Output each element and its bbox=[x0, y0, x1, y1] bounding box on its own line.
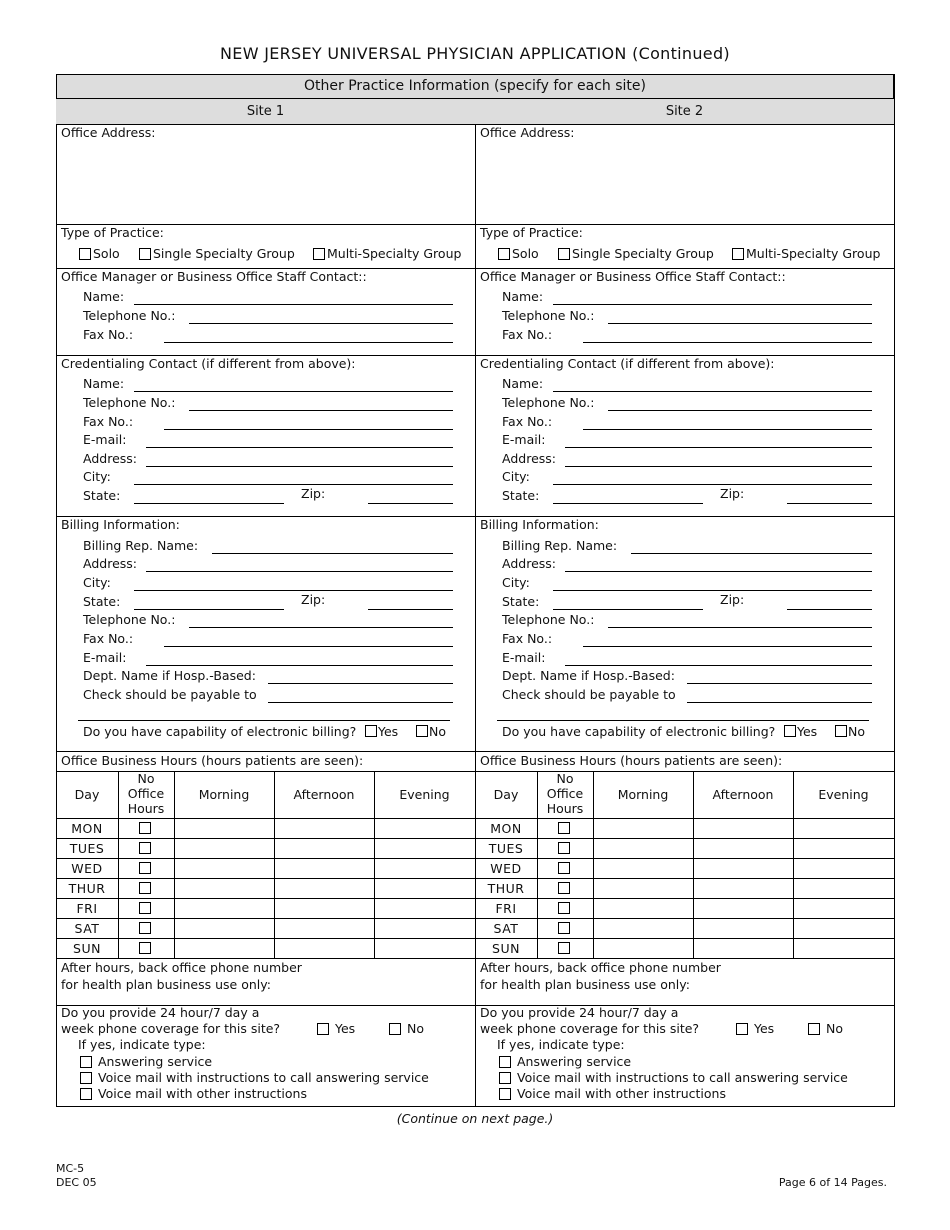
evening-hours-cell[interactable] bbox=[375, 939, 474, 957]
section-divider bbox=[56, 224, 895, 225]
billing-field-label: Dept. Name if Hosp.-Based: bbox=[502, 668, 675, 683]
electronic-billing-yes-checkbox[interactable] bbox=[784, 725, 796, 737]
credentialing-field-input[interactable] bbox=[189, 410, 453, 411]
billing-field-input[interactable] bbox=[268, 683, 453, 684]
no-office-hours-checkbox[interactable] bbox=[558, 922, 570, 934]
billing-field-label: Check should be payable to bbox=[502, 687, 676, 702]
electronic-billing-no-checkbox[interactable] bbox=[835, 725, 847, 737]
site-header: Site 2 bbox=[475, 99, 894, 124]
billing-field-label: Telephone No.: bbox=[502, 612, 595, 627]
credentialing-field-label: Address: bbox=[83, 451, 137, 466]
billing-field-input[interactable] bbox=[189, 627, 453, 628]
coverage-no-checkbox[interactable] bbox=[808, 1023, 820, 1035]
credentialing-field-label: State: bbox=[83, 488, 121, 503]
billing-field-input[interactable] bbox=[268, 702, 453, 703]
credentialing-field-input[interactable] bbox=[134, 503, 284, 504]
coverage-type-checkbox[interactable] bbox=[80, 1056, 92, 1068]
morning-hours-cell[interactable] bbox=[175, 819, 273, 837]
hours-day-label: TUES bbox=[69, 841, 105, 856]
morning-hours-cell[interactable] bbox=[594, 919, 692, 937]
office-address-field[interactable] bbox=[58, 144, 473, 220]
office-address-label: Office Address: bbox=[61, 125, 156, 140]
no-office-hours-checkbox[interactable] bbox=[139, 922, 151, 934]
credentialing-label: Credentialing Contact (if different from above): bbox=[480, 356, 775, 371]
hours-header-no-office-hours: No Office Hours bbox=[546, 771, 584, 816]
office-manager-field-label: Name: bbox=[502, 289, 544, 304]
afternoon-hours-cell[interactable] bbox=[275, 879, 373, 897]
billing-field-input[interactable] bbox=[583, 646, 872, 647]
billing-field-input[interactable] bbox=[553, 609, 703, 610]
office-manager-field-input[interactable] bbox=[189, 323, 453, 324]
credentialing-field-input[interactable] bbox=[565, 447, 872, 448]
billing-field-input[interactable] bbox=[687, 683, 872, 684]
hours-day-label: WED bbox=[71, 861, 103, 876]
no-office-hours-checkbox[interactable] bbox=[139, 902, 151, 914]
office-manager-field-input[interactable] bbox=[583, 342, 872, 343]
morning-hours-cell[interactable] bbox=[175, 839, 273, 857]
practice-solo-checkbox[interactable] bbox=[498, 248, 510, 260]
billing-field-input[interactable] bbox=[164, 646, 453, 647]
office-manager-field-label: Telephone No.: bbox=[83, 308, 176, 323]
no-office-hours-checkbox[interactable] bbox=[139, 862, 151, 874]
billing-label: Billing Information: bbox=[61, 517, 180, 532]
coverage-type-label: Voice mail with instructions to call answering service bbox=[517, 1070, 848, 1085]
billing-field-label: City: bbox=[502, 575, 530, 590]
credentialing-zip-input[interactable] bbox=[787, 503, 872, 504]
credentialing-field-label: State: bbox=[502, 488, 540, 503]
billing-field-label: State: bbox=[83, 594, 121, 609]
billing-field-label: Billing Rep. Name: bbox=[502, 538, 618, 553]
credentialing-zip-input[interactable] bbox=[368, 503, 453, 504]
billing-field-label: City: bbox=[83, 575, 111, 590]
hours-day-label: SAT bbox=[493, 921, 519, 936]
hours-day-label: WED bbox=[490, 861, 522, 876]
credentialing-field-input[interactable] bbox=[583, 429, 872, 430]
coverage-if-yes-label: If yes, indicate type: bbox=[497, 1037, 625, 1052]
billing-field-label: Address: bbox=[83, 556, 137, 571]
hours-header-cell: Day bbox=[493, 787, 519, 802]
office-manager-field-input[interactable] bbox=[553, 304, 872, 305]
billing-field-input[interactable] bbox=[565, 665, 872, 666]
section-divider bbox=[56, 516, 895, 517]
evening-hours-cell[interactable] bbox=[375, 919, 474, 937]
continue-note: (Continue on next page.) bbox=[396, 1111, 554, 1126]
morning-hours-cell[interactable] bbox=[594, 899, 692, 917]
morning-hours-cell[interactable] bbox=[175, 859, 273, 877]
credentialing-field-label: Name: bbox=[502, 376, 544, 391]
credentialing-field-input[interactable] bbox=[146, 447, 453, 448]
credentialing-field-input[interactable] bbox=[553, 391, 872, 392]
afternoon-hours-cell[interactable] bbox=[275, 919, 373, 937]
billing-field-input[interactable] bbox=[608, 627, 872, 628]
office-hours-label: Office Business Hours (hours patients are seen): bbox=[61, 753, 364, 768]
coverage-no-label: No bbox=[407, 1021, 424, 1036]
hours-day-label: MON bbox=[490, 821, 522, 836]
frame-bottom bbox=[56, 1106, 895, 1107]
afternoon-hours-cell[interactable] bbox=[694, 919, 792, 937]
practice-single-specialty-group-label: Single Specialty Group bbox=[153, 246, 295, 261]
credentialing-zip-label: Zip: bbox=[720, 486, 745, 501]
billing-field-input[interactable] bbox=[687, 702, 872, 703]
credentialing-field-label: Address: bbox=[502, 451, 556, 466]
afternoon-hours-cell[interactable] bbox=[694, 859, 792, 877]
type-of-practice-label: Type of Practice: bbox=[480, 225, 583, 240]
practice-solo-checkbox[interactable] bbox=[79, 248, 91, 260]
billing-zip-input[interactable] bbox=[368, 609, 453, 610]
billing-field-label: Fax No.: bbox=[502, 631, 553, 646]
no-office-hours-checkbox[interactable] bbox=[139, 942, 151, 954]
billing-field-input[interactable] bbox=[553, 590, 872, 591]
morning-hours-cell[interactable] bbox=[594, 839, 692, 857]
page-title: NEW JERSEY UNIVERSAL PHYSICIAN APPLICATION (Continued) bbox=[220, 44, 730, 63]
office-manager-field-label: Name: bbox=[83, 289, 125, 304]
credentialing-field-input[interactable] bbox=[134, 484, 453, 485]
hours-day-label: MON bbox=[71, 821, 103, 836]
office-manager-field-input[interactable] bbox=[134, 304, 453, 305]
evening-hours-cell[interactable] bbox=[794, 899, 893, 917]
site-header: Site 1 bbox=[56, 99, 475, 124]
billing-field-label: Billing Rep. Name: bbox=[83, 538, 199, 553]
electronic-billing-no-label: No bbox=[848, 724, 865, 739]
coverage-type-label: Voice mail with instructions to call answering service bbox=[98, 1070, 429, 1085]
billing-field-input[interactable] bbox=[631, 553, 872, 554]
billing-zip-label: Zip: bbox=[301, 592, 326, 607]
morning-hours-cell[interactable] bbox=[594, 859, 692, 877]
coverage-no-label: No bbox=[826, 1021, 843, 1036]
office-manager-label: Office Manager or Business Office Staff Contact:: bbox=[61, 269, 367, 284]
office-address-field[interactable] bbox=[477, 144, 892, 220]
billing-field-input[interactable] bbox=[565, 571, 872, 572]
coverage-yes-checkbox[interactable] bbox=[736, 1023, 748, 1035]
billing-zip-input[interactable] bbox=[787, 609, 872, 610]
hours-header-cell: Day bbox=[74, 787, 100, 802]
morning-hours-cell[interactable] bbox=[594, 879, 692, 897]
coverage-type-checkbox[interactable] bbox=[499, 1056, 511, 1068]
billing-field-label: Check should be payable to bbox=[83, 687, 257, 702]
billing-field-input[interactable] bbox=[146, 571, 453, 572]
credentialing-field-input[interactable] bbox=[164, 429, 453, 430]
no-office-hours-checkbox[interactable] bbox=[139, 842, 151, 854]
coverage-question-line1: Do you provide 24 hour/7 day a bbox=[61, 1005, 260, 1020]
credentialing-field-label: Name: bbox=[83, 376, 125, 391]
credentialing-field-label: City: bbox=[502, 469, 530, 484]
no-office-hours-checkbox[interactable] bbox=[558, 902, 570, 914]
practice-solo-label: Solo bbox=[512, 246, 539, 261]
coverage-if-yes-label: If yes, indicate type: bbox=[78, 1037, 206, 1052]
practice-multi-specialty-group-checkbox[interactable] bbox=[732, 248, 744, 260]
coverage-type-label: Voice mail with other instructions bbox=[98, 1086, 307, 1101]
credentialing-field-input[interactable] bbox=[134, 391, 453, 392]
electronic-billing-question: Do you have capability of electronic billing? bbox=[83, 724, 357, 739]
evening-hours-cell[interactable] bbox=[794, 939, 893, 957]
evening-hours-cell[interactable] bbox=[375, 839, 474, 857]
billing-field-label: E-mail: bbox=[502, 650, 546, 665]
morning-hours-cell[interactable] bbox=[594, 819, 692, 837]
office-manager-field-input[interactable] bbox=[608, 323, 872, 324]
hours-day-label: SUN bbox=[492, 941, 520, 956]
no-office-hours-checkbox[interactable] bbox=[558, 862, 570, 874]
evening-hours-cell[interactable] bbox=[794, 859, 893, 877]
coverage-type-checkbox[interactable] bbox=[80, 1088, 92, 1100]
frame-right bbox=[894, 74, 895, 1106]
evening-hours-cell[interactable] bbox=[794, 879, 893, 897]
no-office-hours-checkbox[interactable] bbox=[139, 882, 151, 894]
afternoon-hours-cell[interactable] bbox=[275, 819, 373, 837]
office-hours-label: Office Business Hours (hours patients are seen): bbox=[480, 753, 783, 768]
evening-hours-cell[interactable] bbox=[375, 819, 474, 837]
electronic-billing-question: Do you have capability of electronic billing? bbox=[502, 724, 776, 739]
hours-day-label: THUR bbox=[68, 881, 106, 896]
office-manager-field-label: Fax No.: bbox=[83, 327, 134, 342]
credentialing-field-label: City: bbox=[83, 469, 111, 484]
afternoon-hours-cell[interactable] bbox=[694, 939, 792, 957]
billing-field-label: E-mail: bbox=[83, 650, 127, 665]
no-office-hours-checkbox[interactable] bbox=[558, 822, 570, 834]
coverage-type-checkbox[interactable] bbox=[80, 1072, 92, 1084]
coverage-no-checkbox[interactable] bbox=[389, 1023, 401, 1035]
practice-solo-label: Solo bbox=[93, 246, 120, 261]
practice-single-specialty-group-checkbox[interactable] bbox=[558, 248, 570, 260]
morning-hours-cell[interactable] bbox=[175, 919, 273, 937]
electronic-billing-yes-label: Yes bbox=[797, 724, 818, 739]
billing-field-label: State: bbox=[502, 594, 540, 609]
billing-field-input[interactable] bbox=[134, 590, 453, 591]
no-office-hours-checkbox[interactable] bbox=[139, 822, 151, 834]
page-info: Page 6 of 14 Pages. bbox=[778, 1176, 887, 1189]
billing-zip-label: Zip: bbox=[720, 592, 745, 607]
coverage-type-label: Answering service bbox=[98, 1054, 213, 1069]
afternoon-hours-cell[interactable] bbox=[275, 859, 373, 877]
evening-hours-cell[interactable] bbox=[794, 919, 893, 937]
credentialing-field-label: Fax No.: bbox=[502, 414, 553, 429]
form-date: DEC 05 bbox=[56, 1176, 97, 1189]
billing-label: Billing Information: bbox=[480, 517, 599, 532]
morning-hours-cell[interactable] bbox=[175, 939, 273, 957]
no-office-hours-checkbox[interactable] bbox=[558, 942, 570, 954]
billing-field-label: Telephone No.: bbox=[83, 612, 176, 627]
hours-day-label: SAT bbox=[74, 921, 100, 936]
office-manager-field-label: Telephone No.: bbox=[502, 308, 595, 323]
hours-day-label: TUES bbox=[488, 841, 524, 856]
coverage-question-line2: week phone coverage for this site? bbox=[480, 1021, 700, 1036]
coverage-type-checkbox[interactable] bbox=[499, 1072, 511, 1084]
coverage-question-line1: Do you provide 24 hour/7 day a bbox=[480, 1005, 679, 1020]
coverage-type-label: Voice mail with other instructions bbox=[517, 1086, 726, 1101]
electronic-billing-yes-checkbox[interactable] bbox=[365, 725, 377, 737]
credentialing-field-label: E-mail: bbox=[502, 432, 546, 447]
office-manager-label: Office Manager or Business Office Staff Contact:: bbox=[480, 269, 786, 284]
billing-field-label: Fax No.: bbox=[83, 631, 134, 646]
type-of-practice-label: Type of Practice: bbox=[61, 225, 164, 240]
credentialing-field-input[interactable] bbox=[553, 484, 872, 485]
evening-hours-cell[interactable] bbox=[794, 839, 893, 857]
credentialing-field-input[interactable] bbox=[146, 466, 453, 467]
practice-multi-specialty-group-label: Multi-Specialty Group bbox=[327, 246, 462, 261]
hours-day-label: FRI bbox=[495, 901, 517, 916]
hours-header-cell: Afternoon bbox=[293, 787, 355, 802]
coverage-yes-checkbox[interactable] bbox=[317, 1023, 329, 1035]
billing-field-input[interactable] bbox=[146, 665, 453, 666]
credentialing-field-input[interactable] bbox=[565, 466, 872, 467]
credentialing-field-input[interactable] bbox=[608, 410, 872, 411]
credentialing-field-input[interactable] bbox=[553, 503, 703, 504]
electronic-billing-no-label: No bbox=[429, 724, 446, 739]
hours-header-cell: Afternoon bbox=[712, 787, 774, 802]
afternoon-hours-cell[interactable] bbox=[275, 839, 373, 857]
billing-field-input[interactable] bbox=[212, 553, 453, 554]
no-office-hours-checkbox[interactable] bbox=[558, 882, 570, 894]
after-hours-label: After hours, back office phone number for health plan business use only: bbox=[480, 960, 721, 992]
evening-hours-cell[interactable] bbox=[375, 859, 474, 877]
evening-hours-cell[interactable] bbox=[794, 819, 893, 837]
coverage-type-checkbox[interactable] bbox=[499, 1088, 511, 1100]
billing-payable-extra-input[interactable] bbox=[497, 720, 869, 721]
afternoon-hours-cell[interactable] bbox=[275, 899, 373, 917]
section-divider bbox=[56, 751, 895, 752]
billing-field-label: Address: bbox=[502, 556, 556, 571]
no-office-hours-checkbox[interactable] bbox=[558, 842, 570, 854]
office-manager-field-input[interactable] bbox=[164, 342, 453, 343]
section-header: Other Practice Information (specify for each site) bbox=[56, 74, 894, 99]
billing-field-input[interactable] bbox=[134, 609, 284, 610]
practice-multi-specialty-group-checkbox[interactable] bbox=[313, 248, 325, 260]
practice-single-specialty-group-checkbox[interactable] bbox=[139, 248, 151, 260]
afternoon-hours-cell[interactable] bbox=[694, 879, 792, 897]
billing-payable-extra-input[interactable] bbox=[78, 720, 450, 721]
credentialing-label: Credentialing Contact (if different from above): bbox=[61, 356, 356, 371]
electronic-billing-no-checkbox[interactable] bbox=[416, 725, 428, 737]
credentialing-field-label: E-mail: bbox=[83, 432, 127, 447]
coverage-question-line2: week phone coverage for this site? bbox=[61, 1021, 281, 1036]
hours-day-label: SUN bbox=[73, 941, 101, 956]
office-address-label: Office Address: bbox=[480, 125, 575, 140]
form-code: MC-5 bbox=[56, 1162, 85, 1175]
section-divider bbox=[56, 124, 895, 125]
morning-hours-cell[interactable] bbox=[175, 899, 273, 917]
hours-header-cell: Evening bbox=[818, 787, 869, 802]
afternoon-hours-cell[interactable] bbox=[694, 819, 792, 837]
practice-single-specialty-group-label: Single Specialty Group bbox=[572, 246, 714, 261]
coverage-type-label: Answering service bbox=[517, 1054, 632, 1069]
hours-header-cell: Morning bbox=[198, 787, 250, 802]
after-hours-label: After hours, back office phone number for health plan business use only: bbox=[61, 960, 302, 992]
credentialing-field-label: Telephone No.: bbox=[502, 395, 595, 410]
credentialing-zip-label: Zip: bbox=[301, 486, 326, 501]
electronic-billing-yes-label: Yes bbox=[378, 724, 399, 739]
practice-multi-specialty-group-label: Multi-Specialty Group bbox=[746, 246, 881, 261]
office-manager-field-label: Fax No.: bbox=[502, 327, 553, 342]
evening-hours-cell[interactable] bbox=[375, 879, 474, 897]
credentialing-field-label: Fax No.: bbox=[83, 414, 134, 429]
hours-header-cell: Evening bbox=[399, 787, 450, 802]
hours-day-label: THUR bbox=[487, 881, 525, 896]
afternoon-hours-cell[interactable] bbox=[275, 939, 373, 957]
hours-header-no-office-hours: No Office Hours bbox=[127, 771, 165, 816]
coverage-yes-label: Yes bbox=[754, 1021, 775, 1036]
hours-day-label: FRI bbox=[76, 901, 98, 916]
morning-hours-cell[interactable] bbox=[175, 879, 273, 897]
billing-field-label: Dept. Name if Hosp.-Based: bbox=[83, 668, 256, 683]
hours-header-cell: Morning bbox=[617, 787, 669, 802]
coverage-yes-label: Yes bbox=[335, 1021, 356, 1036]
afternoon-hours-cell[interactable] bbox=[694, 839, 792, 857]
credentialing-field-label: Telephone No.: bbox=[83, 395, 176, 410]
morning-hours-cell[interactable] bbox=[594, 939, 692, 957]
afternoon-hours-cell[interactable] bbox=[694, 899, 792, 917]
evening-hours-cell[interactable] bbox=[375, 899, 474, 917]
